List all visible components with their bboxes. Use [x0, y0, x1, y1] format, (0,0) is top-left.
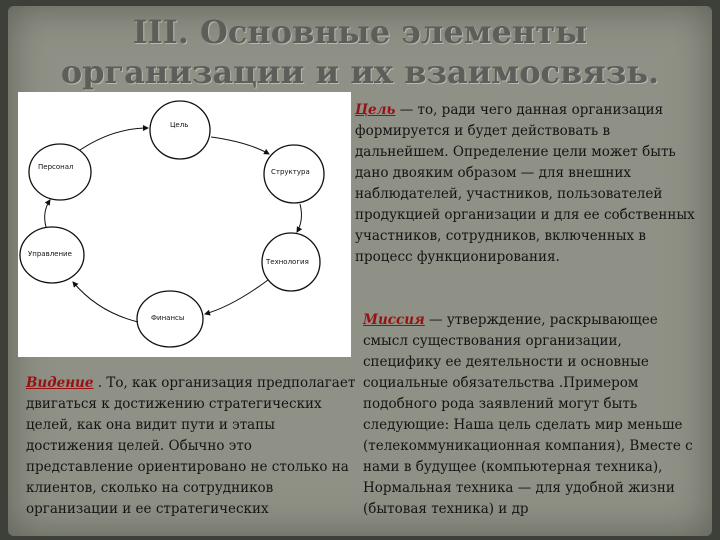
arrow-management-personnel — [45, 200, 50, 227]
goal-term: Цель — [355, 102, 396, 118]
node-label-finance: Финансы — [151, 314, 185, 322]
node-label-personnel: Персонал — [38, 163, 74, 171]
slide-title — [0, 12, 720, 92]
vision-text: . То, как организация предполагает двигаться к достижению стратегических целей, как она видит пути и этапы достижения целей. Обычно это представление ориентировано не столько на клиентов, сколько на сотрудников организации и ее стратегических — [26, 375, 356, 517]
mission-term: Миссия — [363, 312, 425, 328]
node-label-goal: Цель — [170, 121, 189, 129]
node-goal — [150, 101, 210, 159]
goal-text: — то, ради чего данная организация формируется и будет действовать в дальнейшем. Определение цели может быть дано двояким образом — для внешних наблюдателей, участников, пользователей продукцией организации и для ее собственных участников, сотрудников, включенных в процесс функционирования. — [355, 102, 695, 265]
diagram-graphic — [18, 92, 351, 357]
arrow-technology-finance — [205, 280, 268, 314]
mission-text: — утверждение, раскрывающее смысл существования организации, специфику ее деятельности и основные социальные обязательства .Примером подобного рода заявлений могут быть следующие: Наша цель сделать мир меньше (телекоммуникационная компания), Вместе с нами в будущее (компьютерная техника), Нормальная техника — для удобной жизни (бытовая техника) и др — [363, 312, 693, 517]
node-label-management: Управление — [28, 250, 72, 258]
mission-paragraph — [363, 310, 703, 520]
node-personnel — [29, 144, 91, 200]
arrow-finance-management — [73, 282, 138, 322]
arrow-goal-structure — [211, 137, 269, 154]
arrow-personnel-goal — [80, 128, 148, 150]
elements-diagram — [18, 92, 351, 357]
goal-paragraph — [355, 100, 705, 268]
arrow-structure-technology — [297, 204, 301, 232]
vision-term: Видение — [26, 375, 94, 391]
title-line-1: III. Основные элементы — [132, 13, 588, 51]
vision-paragraph — [26, 373, 356, 520]
title-line-2: организации и их взаимосвязь. — [60, 53, 660, 91]
node-label-technology: Технология — [266, 258, 309, 266]
node-label-structure: Структура — [271, 168, 310, 176]
